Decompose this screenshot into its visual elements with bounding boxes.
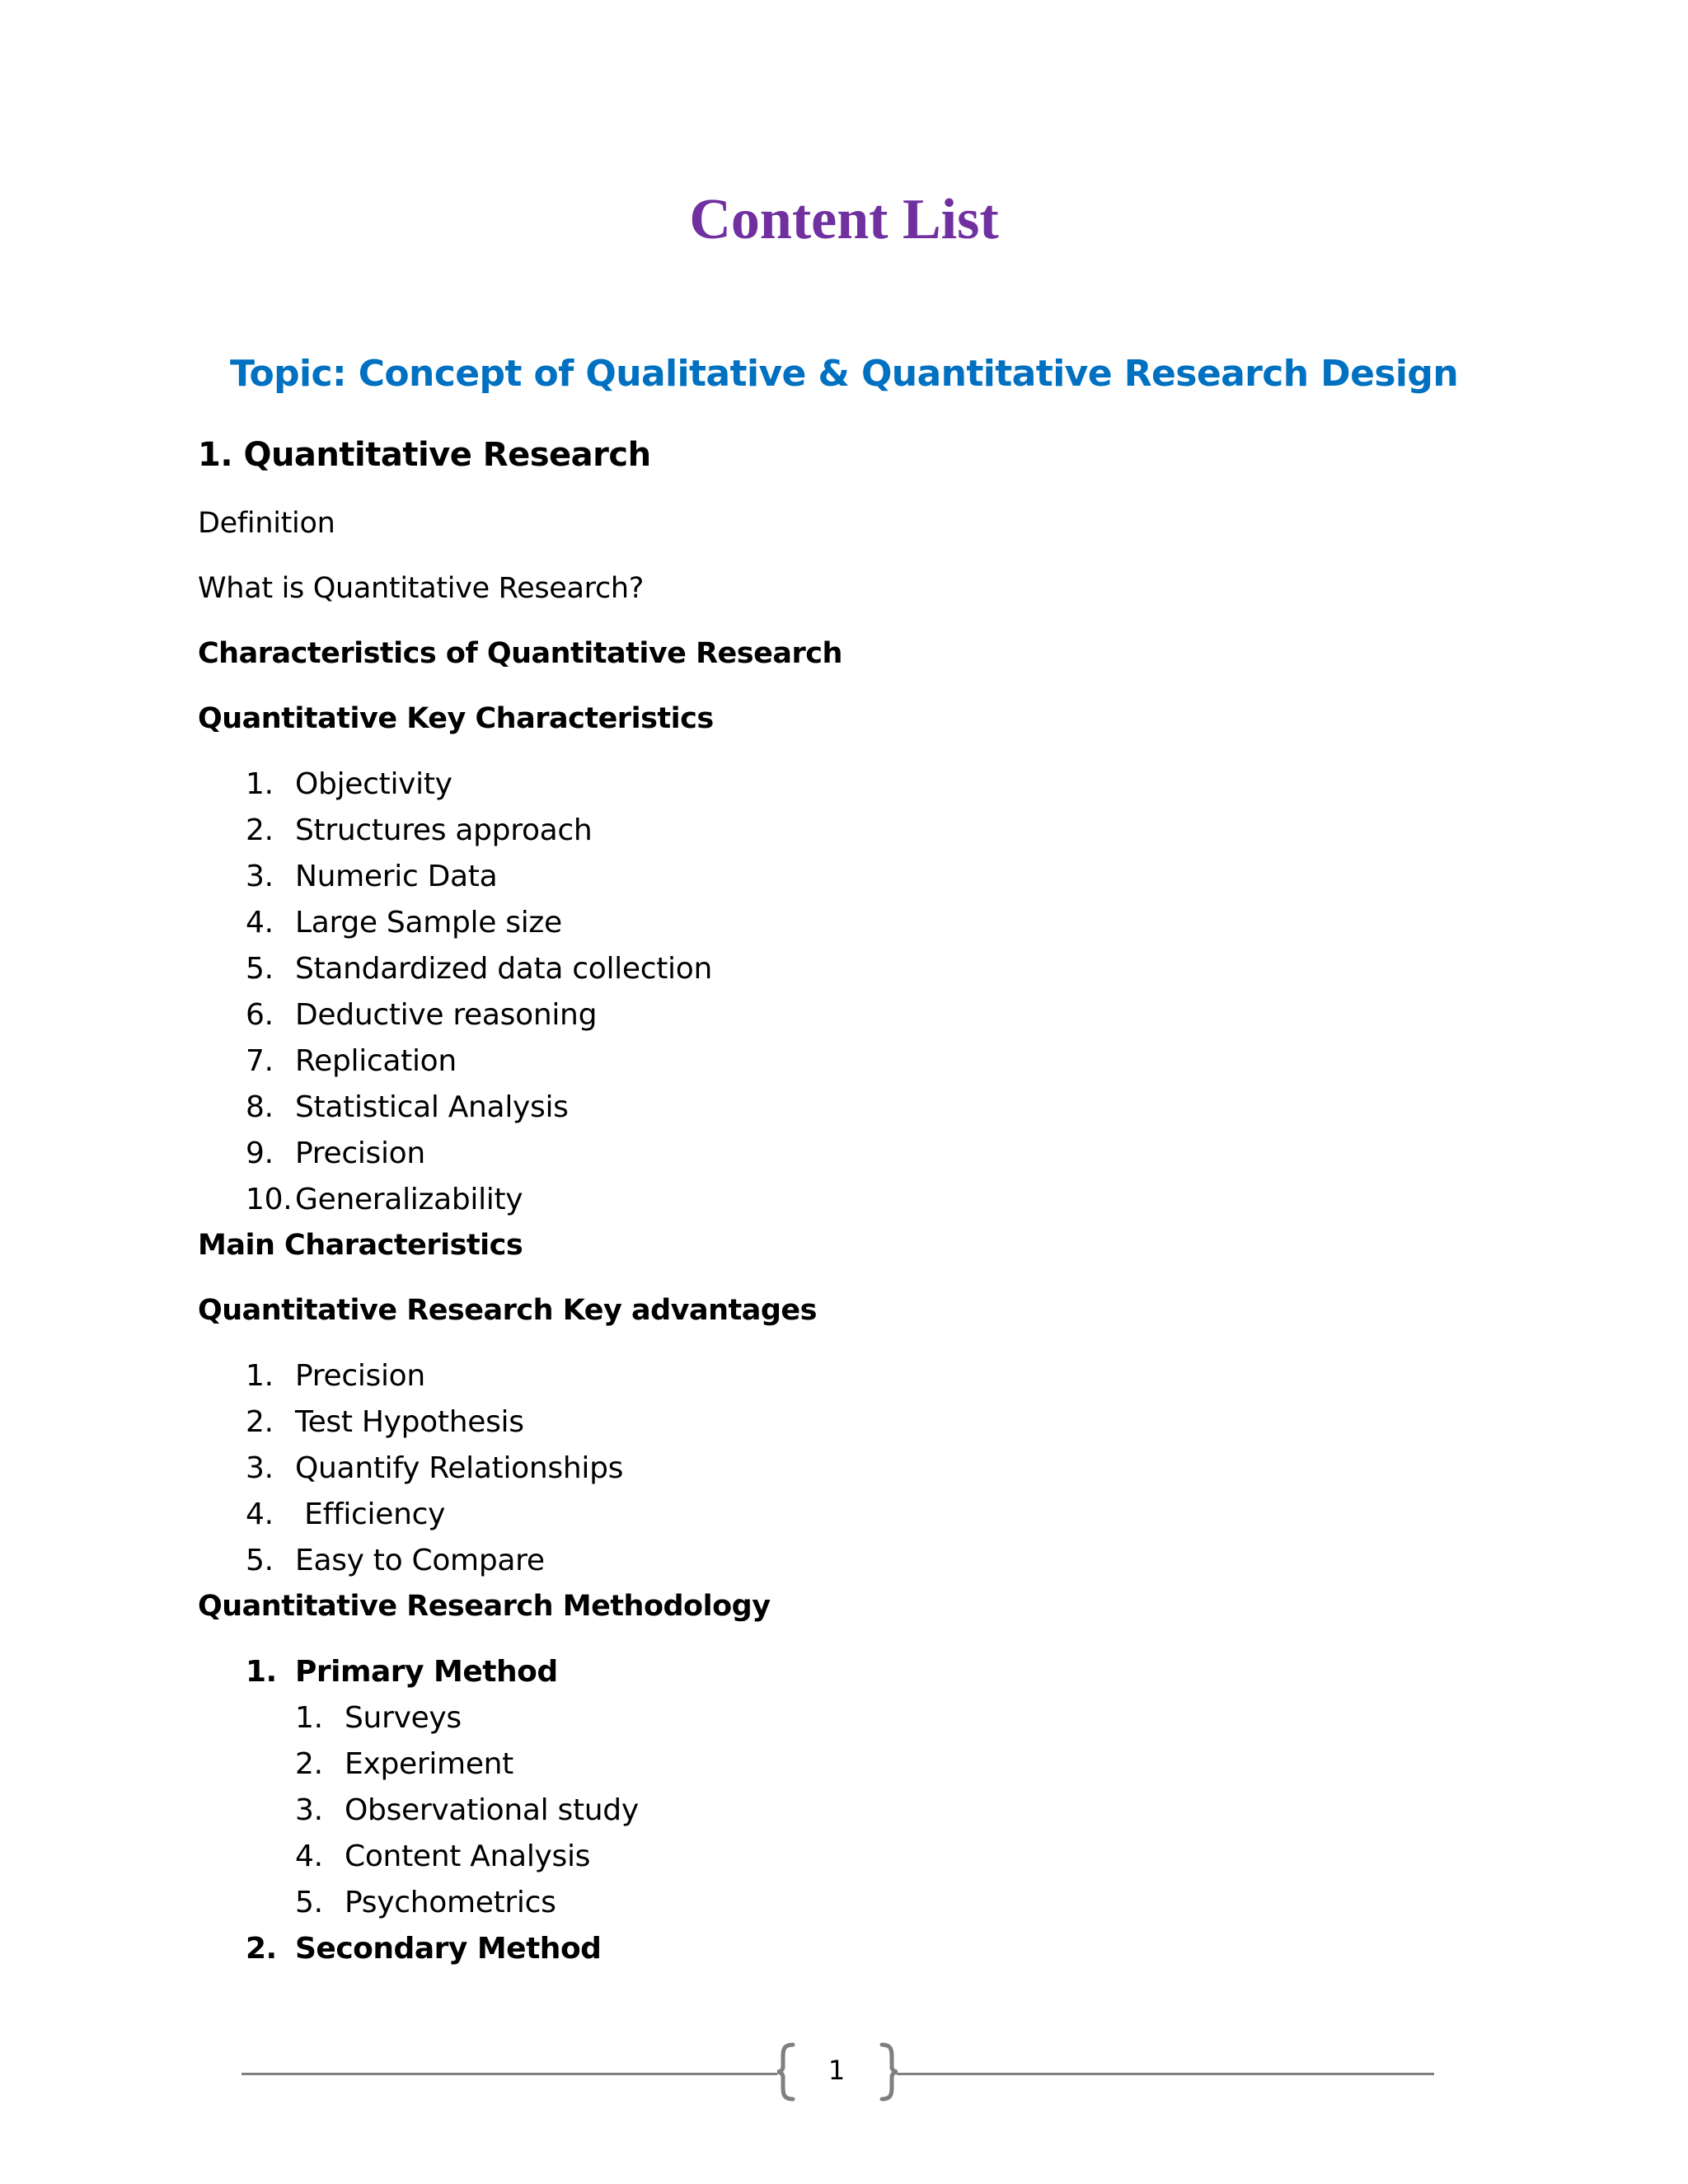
methodology-heading: Quantitative Research Methodology — [198, 1590, 771, 1623]
main-characteristics-heading: Main Characteristics — [198, 1229, 523, 1262]
key-characteristics-heading: Quantitative Key Characteristics — [198, 702, 714, 735]
footer-rule-right — [897, 2073, 1434, 2075]
characteristics-heading: Characteristics of Quantitative Research — [198, 637, 842, 670]
section-heading: 1. Quantitative Research — [198, 436, 651, 474]
footer-rule-left — [241, 2073, 777, 2075]
page-title: Content List — [689, 188, 999, 251]
what-is-text: What is Quantitative Research? — [198, 572, 645, 605]
right-brace-icon — [877, 2042, 900, 2102]
page-number: 1 — [828, 2055, 846, 2086]
definition-text: Definition — [198, 507, 335, 540]
document-page: Content List Topic: Concept of Qualitative & Quantitative Research Design 1. Quantitative Research Definition What is Quantitative Research? Characteristics of Quantitative Research Quantitative Key Characteristics 1. Objectivity 2. Structures approach 3. Numeric Data 4. Large Sample size 5. Standardized data collection 6. Deductive reasoning 7. Replication 8. Statistical Analysis 9. Precision 10. Generalizability Main Characteristics Quantitative Research Key advantages 1. Precision 2. Test Hypothesis 3. Quantify Relationships 4. Efficiency 5. Easy to Compare Quantitative Research Methodology 1. Primary Method 1. Surveys 2. Experiment 3. Observational study 4. Content Analysis 5. Psychometrics 2. Secondary Method 1 — [0, 0, 1688, 2184]
advantages-heading: Quantitative Research Key advantages — [198, 1294, 817, 1327]
topic-heading: Topic: Concept of Qualitative & Quantitative Research Design — [229, 353, 1459, 395]
